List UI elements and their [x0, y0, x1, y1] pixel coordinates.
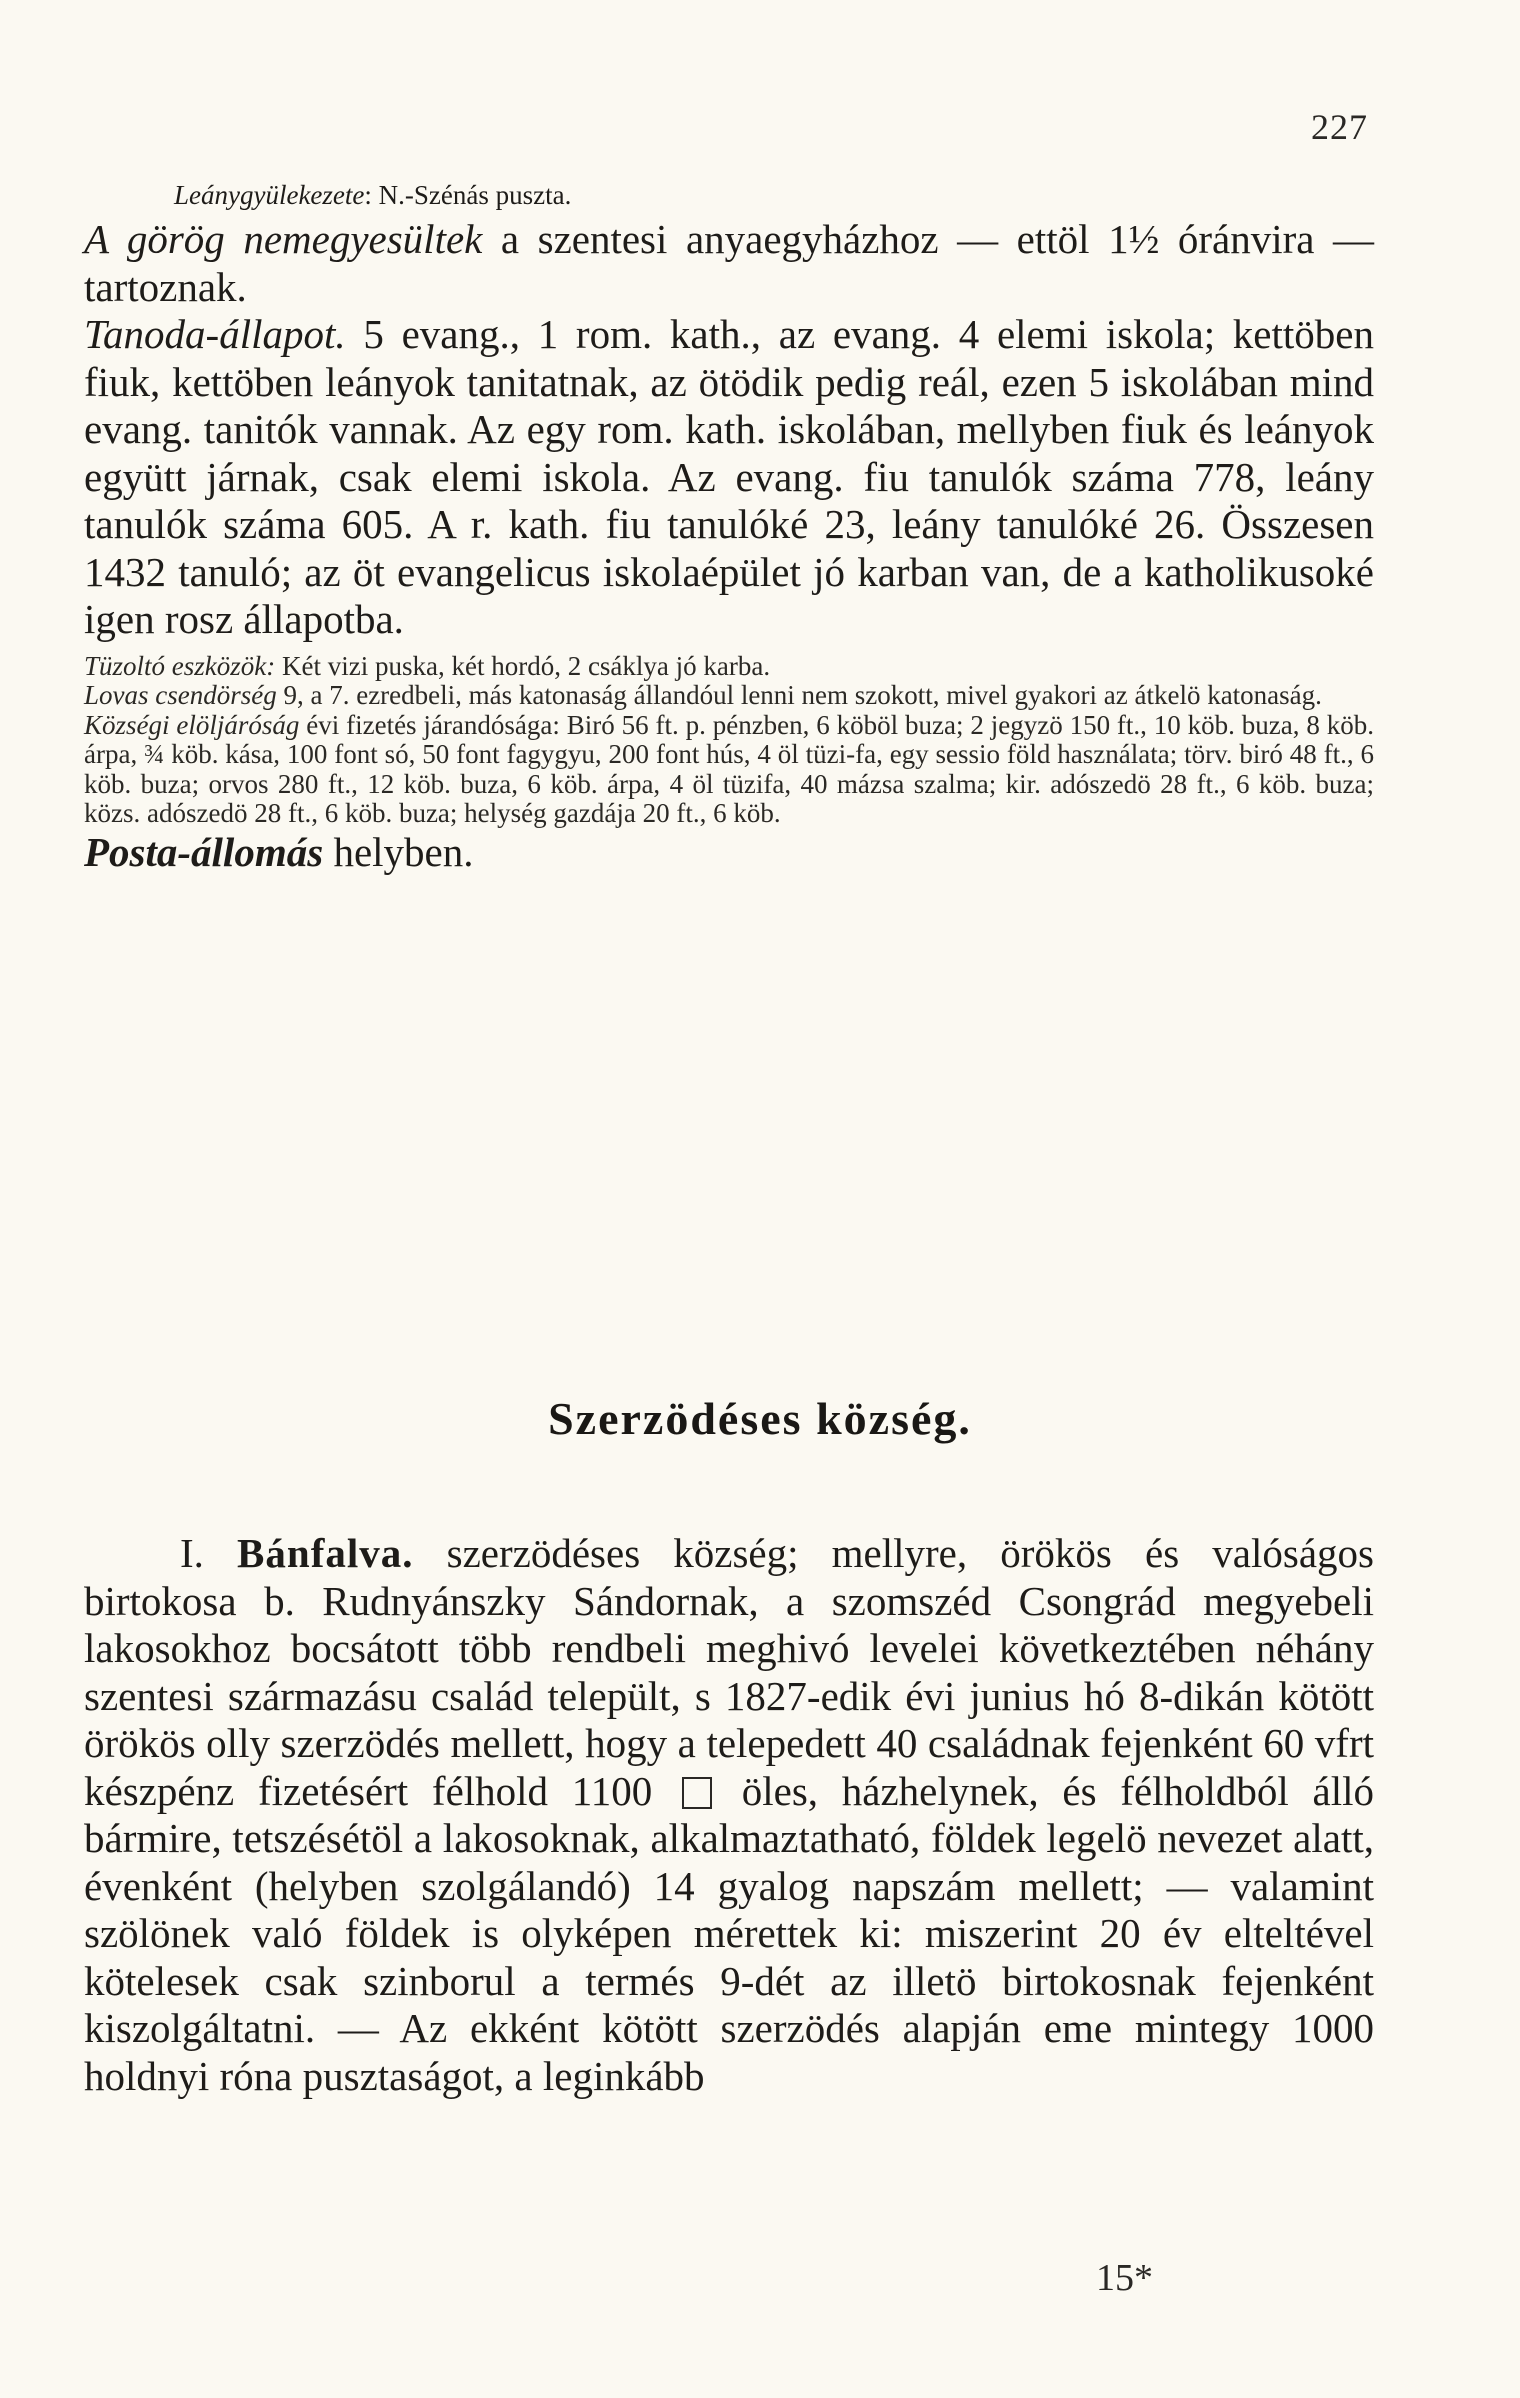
fire-text: Két vizi puska, két hordó, 2 csáklya jó karba.: [275, 650, 771, 681]
paragraph-police: [84, 681, 1374, 711]
greek-text: a szentesi anyaegyházhoz — ettöl 1½ óránvira — tartoznak.: [84, 216, 1374, 310]
police-text: 9, a 7. ezredbeli, más katonaság állandóul lenni nem szokott, mivel gyakori az átkelö katonaság.: [276, 680, 1322, 710]
village-name: Bánfalva.: [237, 1530, 414, 1576]
police-label: Lovas csendörség: [84, 680, 277, 710]
paragraph-fire-equipment: [84, 652, 1374, 682]
officials-label: Községi elöljáróság: [84, 709, 300, 740]
school-label: Tanoda-állapot.: [84, 311, 346, 357]
page-number: 227: [1311, 107, 1368, 147]
lead-numeral: I.: [180, 1530, 238, 1576]
paragraph-greek: [84, 216, 1374, 311]
school-text: 5 evang., 1 rom. kath., az evang. 4 elemi iskola; kettöben fiuk, kettöben leányok tanitatnak, az ötödik pedig reál, ezen 5 iskolában mind evang. tanitók vannak. Az egy rom. kath. iskolában, mellyben fiuk és leányok együtt járnak, csak elemi iskola. Az evang. fiu tanulók száma 778, leány tanulók száma 605. A r. kath. fiu tanulóké 23, leány tanulóké 26. Összesen 1432 tanuló; az öt evangelicus iskolaépület jó karban van, de a katholikusoké igen rosz állapotba.: [84, 311, 1374, 642]
officials-text: évi fizetés járandósága: Biró 56 ft. p. pénzben, 6 köböl buza; 2 jegyzö 150 ft., 10 köb. buza, 8 köb. árpa, ¾ köb. kása, 100 font só, 50 font fagygyu, 200 font hús, 4 öl tüzi-fa, egy sessio föld használata; törv. biró 48 ft., 6 köb. buza; orvos 280 ft., 12 köb. buza, 6 köb. árpa, 4 öl tüzifa, 40 mázsa szalma; kir. adószedö 28 ft., 6 köb. buza; közs. adószedö 28 ft., 6 köb. buza; helység gazdája 20 ft., 6 köb.: [84, 709, 1374, 828]
post-text: helyben.: [323, 828, 474, 875]
fire-label: Tüzoltó eszközök:: [84, 650, 276, 681]
section-settlement-details: [84, 178, 1374, 876]
paragraph-schools: [84, 311, 1374, 644]
subheading-branch-congregation: [174, 178, 1374, 212]
signature-mark: 15*: [1096, 2257, 1153, 2299]
section-contract-village: [84, 1530, 1374, 2100]
subhead-text: : N.-Szénás puszta.: [364, 180, 572, 210]
paragraph-officials: [84, 711, 1374, 829]
paragraph-banfalva: [84, 1530, 1374, 2100]
post-label: Posta-állomás: [84, 828, 324, 875]
banfalva-text-a: szerzödéses község; mellyre, örökös és valóságos birtokosa b. Rudnyánszky Sándornak, a szomszéd Csongrád megyebeli lakosokhoz bocsátott több rendbeli meghivó levelei következtében néhány szentesi származásu család települt, s 1827-edik évi junius hó 8-dikán kötött örökös olly szerzödés mellett, hogy a telepedett 40 családnak fejenként 60 vfrt készpénz fizetésért félhold 1100: [84, 1530, 1375, 1814]
banfalva-text-b: öles, házhelynek, és félholdból álló bármire, tetszésétöl a lakosoknak, alkalmaztatható, földek legelö nevezet alatt, évenként (helyben szolgálandó) 14 gyalog napszám mellett; — valamint szölönek való földek is olyképen mérettek ki: miszerint 20 év elteltével kötelesek csak szinborul a termés 9-dét az illetö birtokosnak fejenként kiszolgáltatni. — Az ekként kötött szerzödés alapján eme mintegy 1000 holdnyi róna pusztaságot, a leginkább: [84, 1767, 1375, 2099]
square-unit-icon: [682, 1777, 712, 1809]
paragraph-post: [84, 829, 1374, 877]
section-heading: Szerzödéses község.: [548, 1393, 972, 1444]
greek-label: A görög nemegyesültek: [84, 216, 483, 262]
subhead-label: Leánygyülekezete: [174, 180, 365, 210]
